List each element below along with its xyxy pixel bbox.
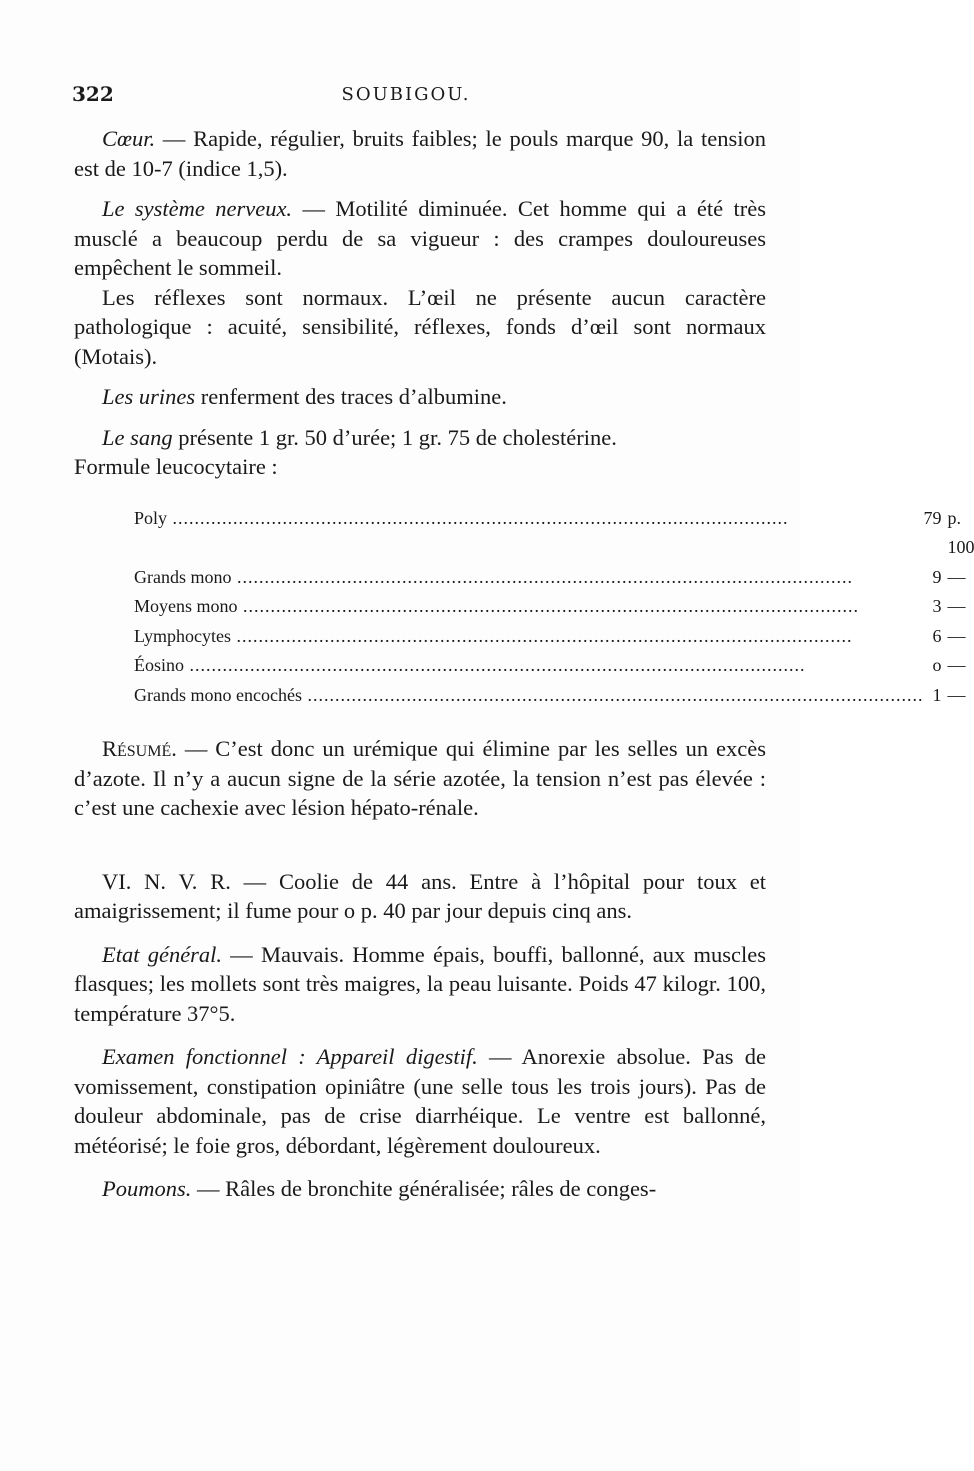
paragraph-lead: Le sang	[102, 424, 173, 450]
paragraph-coeur	[74, 124, 766, 183]
page-number: 322	[72, 82, 114, 106]
table-row	[134, 504, 974, 563]
formula-label: Poly	[134, 507, 168, 528]
paragraph-lead: Résumé.	[102, 736, 177, 761]
page-header	[72, 82, 740, 112]
paragraph-lead: Examen fonctionnel : Appareil digestif.	[102, 1044, 478, 1069]
paragraph-lead: Etat général.	[102, 941, 223, 967]
formula-label: Grands mono	[134, 566, 232, 587]
running-head: SOUBIGOU.	[341, 84, 471, 105]
formula-value: 9	[932, 566, 942, 587]
formula-value: 3	[932, 596, 942, 616]
leader-dots	[184, 655, 806, 675]
paragraph-text: Formule leucocytaire :	[74, 454, 278, 479]
paragraph-text: — Motilité diminuée. Cet homme qui a été très musclé a beaucoup perdu de sa vigueur : des crampes douloureuses empêchent le sommeil.	[74, 196, 766, 280]
paragraph-lead: Le système nerveux.	[102, 196, 293, 221]
leader-dots	[302, 685, 924, 705]
formula-unit: —	[947, 596, 966, 616]
formula-label: Éosino	[134, 655, 185, 675]
formula-unit: p. 100	[947, 507, 974, 557]
paragraph-text: — Râles de bronchite généralisée; râles de conges-	[191, 1176, 657, 1201]
formula-unit: —	[947, 684, 966, 705]
paragraph-examen-fonctionnel	[74, 1042, 766, 1160]
formula-label: Grands mono encochés	[134, 684, 302, 705]
formula-unit: —	[947, 655, 966, 675]
leader-dots	[232, 567, 854, 587]
paragraph-text: Les réflexes sont normaux. L’œil ne présente aucun caractère pathologique : acuité, sensibilité, réflexes, fonds d’œil sont normaux (Motais).	[74, 284, 766, 369]
paragraph-poumons	[74, 1174, 766, 1204]
paragraph-text: renferment des traces d’albumine.	[195, 384, 507, 409]
paragraph-text: présente 1 gr. 50 d’urée; 1 gr. 75 de cholestérine.	[172, 424, 617, 450]
paragraph-urines	[74, 382, 766, 412]
table-row	[134, 681, 974, 711]
formula-value: o	[932, 655, 942, 675]
table-row	[134, 622, 974, 652]
formula-value: 6	[932, 625, 942, 646]
paragraph-case-vi	[74, 867, 766, 926]
paragraph-lead: VI. N. V. R.	[102, 868, 231, 894]
formula-unit: —	[947, 566, 966, 587]
leader-dots	[238, 596, 860, 616]
paragraph-text: — Anorexie absolue. Pas de vomissement, constipation opiniâtre (une selle tous les trois jours). Pas de douleur abdominale, pas de crise diarrhéique. Le ventre est ballonné, météorisé; le foie gros, débordant, légèrement douloureux.	[74, 1044, 766, 1158]
formula-label: Lymphocytes	[134, 625, 231, 646]
paragraph-systeme-nerveux	[74, 194, 766, 283]
formula-label: Moyens mono	[134, 596, 238, 616]
paragraph-lead: Poumons.	[102, 1176, 192, 1201]
paragraph-etat-general	[74, 940, 766, 1029]
formula-table	[134, 504, 974, 711]
paragraph-reflexes	[74, 283, 766, 372]
paragraph-sang	[74, 423, 766, 453]
leukocyte-formula	[74, 504, 974, 711]
body-text	[74, 124, 974, 1204]
paragraph-resume	[74, 734, 766, 823]
leader-dots	[231, 626, 853, 646]
table-row	[134, 563, 974, 593]
paragraph-lead: Les urines	[102, 384, 196, 409]
paragraph-lead: Cœur.	[102, 126, 156, 151]
table-row	[134, 651, 974, 681]
paragraph-formule	[74, 452, 766, 482]
formula-value: 1	[932, 684, 942, 705]
formula-value: 79	[923, 507, 942, 528]
paragraph-text: — Coolie de 44 ans. Entre à l’hôpital pour toux et amaigrissement; il fume pour o p. 40 par jour depuis cinq ans.	[74, 868, 766, 923]
leader-dots	[167, 508, 789, 528]
formula-unit: —	[947, 625, 966, 646]
paragraph-text: — C’est donc un urémique qui élimine par les selles un excès d’azote. Il n’y a aucun signe de la série azotée, la tension n’est pas élevée : c’est une cachexie avec lésion hépato-rénale.	[74, 736, 766, 820]
table-row	[134, 592, 974, 622]
paragraph-text: — Mauvais. Homme épais, bouffi, ballonné, aux muscles flasques; les mollets sont très maigres, la peau luisante. Poids 47 kilogr. 100, température 37°5.	[74, 941, 766, 1026]
paragraph-text: — Rapide, régulier, bruits faibles; le pouls marque 90, la tension est de 10-7 (indice 1,5).	[74, 126, 766, 181]
